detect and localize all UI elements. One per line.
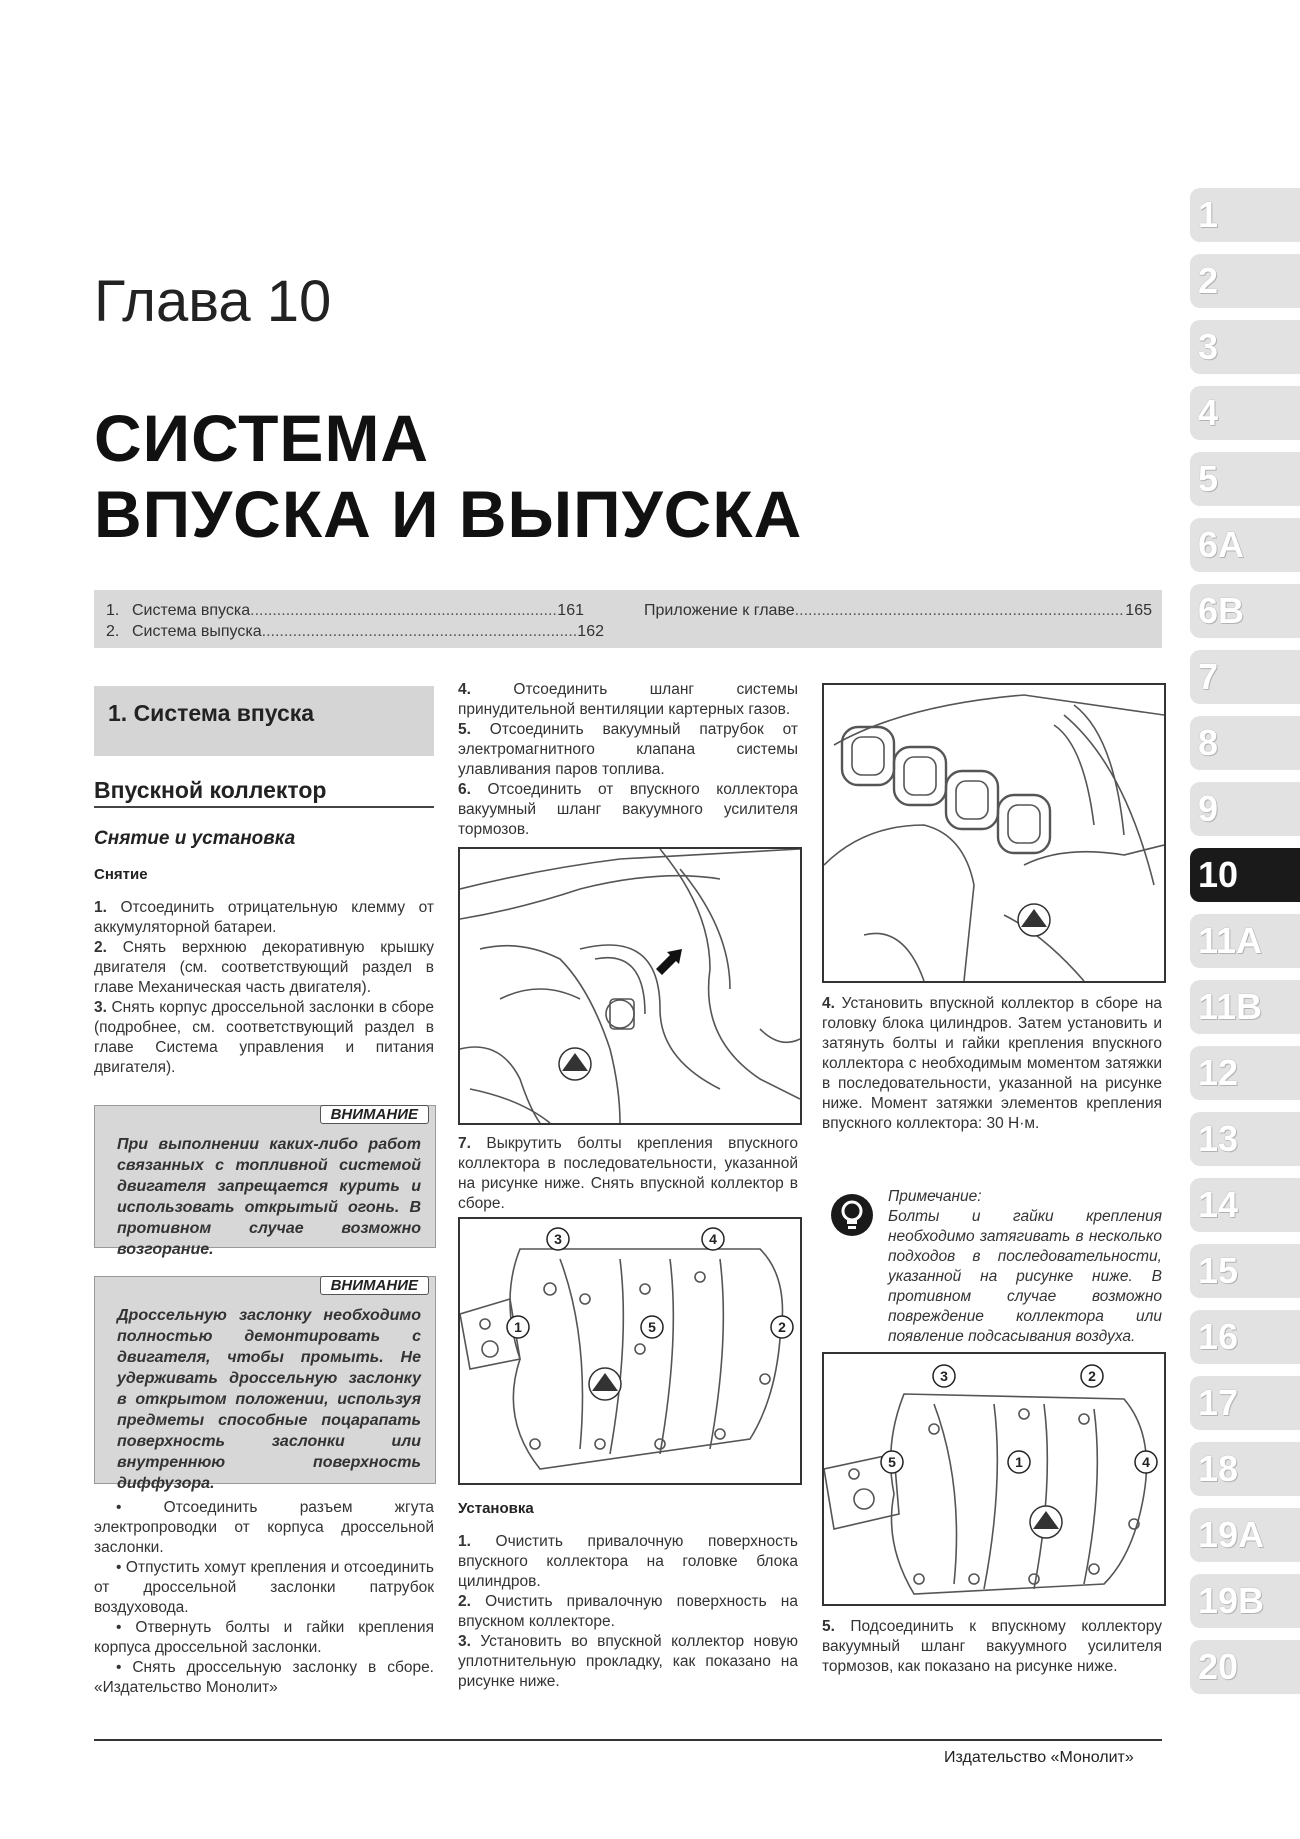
- tab-2[interactable]: 2: [1190, 254, 1300, 308]
- toc-page: 165: [1125, 602, 1152, 619]
- warning-box-1: [94, 1105, 436, 1258]
- figure-removal-sequence-drawing: [460, 1219, 800, 1483]
- callout-1: [507, 1316, 529, 1338]
- section-header-box: [94, 686, 434, 756]
- callout-5: [881, 1451, 903, 1473]
- bullet-item: • Отвернуть болты и гайки крепления корпуса дроссельной заслонки.: [94, 1619, 434, 1656]
- removal-steps: [94, 898, 434, 1078]
- logo-mark-icon: [1030, 1506, 1062, 1538]
- chapter-title: [94, 400, 802, 552]
- step-item: 2. Снять верхнюю декоративную крышку двигателя (см. соответствующий раздел в главе Механическая часть двигателя).: [94, 939, 434, 996]
- step-item: 3. Снять корпус дроссельной заслонки в сборе (подробнее, см. соответствующий раздел в главе Система управления и питания двигателя).: [94, 999, 435, 1076]
- bullet-item: • Снять дроссельную заслонку в сборе. «Издательство Монолит»: [94, 1659, 434, 1696]
- svg-text:5: 5: [888, 1454, 896, 1470]
- pointer-arrow: [656, 949, 682, 975]
- figure-tightening-sequence-drawing: [824, 1354, 1164, 1604]
- warning-text: При выполнении каких-либо работ связанных с топливной системой двигателя запрещается курить и использовать открытый огонь. В противном случае возможно возгорание.: [117, 1136, 421, 1258]
- title-line-2: ВПУСКА И ВЫПУСКА: [94, 477, 803, 551]
- step-item: 5. Отсоединить вакуумный патрубок от электромагнитного клапана системы улавливания паров топлива.: [458, 721, 798, 778]
- tab-14[interactable]: 14: [1190, 1178, 1300, 1232]
- toc-text: Система впуска: [132, 602, 251, 619]
- tab-6a[interactable]: 6A: [1190, 518, 1300, 572]
- callout-3: [547, 1228, 569, 1250]
- toc-item[interactable]: [106, 623, 604, 641]
- removal-heading: Снятие: [94, 866, 148, 883]
- tab-13[interactable]: 13: [1190, 1112, 1300, 1166]
- tab-6b[interactable]: 6B: [1190, 584, 1300, 638]
- step-4-install: 4. Установить впускной коллектор в сборе на головку блока цилиндров. Затем установить и затянуть болты и гайки крепления впускного коллектора с необходимым моментом затяжки в последовательности, указанной на рисунке ниже. Момент затяжки элементов крепления впускного коллектора: 30 Н·м.: [822, 995, 1162, 1132]
- callout-5: [641, 1316, 663, 1338]
- figure-gasket: [822, 683, 1166, 983]
- warning-box-2: [94, 1276, 436, 1492]
- install-steps: [458, 1532, 798, 1692]
- tab-7[interactable]: 7: [1190, 650, 1300, 704]
- title-line-1: СИСТЕМА: [94, 401, 430, 475]
- figure-removal-sequence: [458, 1217, 802, 1485]
- toc-num: 1.: [106, 602, 120, 619]
- section-title: 1. Система впуска: [108, 700, 315, 726]
- logo-mark-icon: [1018, 904, 1050, 936]
- steps-4-6: [458, 680, 798, 840]
- step-item: 2. Очистить привалочную поверхность на впускном коллекторе.: [458, 1593, 798, 1630]
- note-text: Болты и гайки крепления необходимо затягивать в несколько подходов в последовательности, указанной на рисунке ниже. В противном случае возможно повреждение коллектора или появление подсасывания воздуха.: [888, 1208, 1162, 1345]
- toc-page: 162: [577, 623, 604, 640]
- warning-tag: ВНИМАНИЕ: [320, 1276, 429, 1295]
- svg-text:1: 1: [514, 1319, 522, 1335]
- step-item: 6. Отсоединить от впускного коллектора вакуумный шланг вакуумного усилителя тормозов.: [458, 781, 798, 838]
- callout-2: [1081, 1365, 1103, 1387]
- tab-11b[interactable]: 11B: [1190, 980, 1300, 1034]
- chapter-tabs: [1190, 188, 1300, 1706]
- tab-12[interactable]: 12: [1190, 1046, 1300, 1100]
- figure-gasket-drawing: [824, 685, 1164, 981]
- tab-19b[interactable]: 19B: [1190, 1574, 1300, 1628]
- svg-text:3: 3: [940, 1368, 948, 1384]
- tab-3[interactable]: 3: [1190, 320, 1300, 374]
- warning-text: Дроссельную заслонку необходимо полностью демонтировать с двигателя, чтобы промыть. Не удерживать дроссельную заслонку в открытом положении, используя предметы способные поцарапать поверхность заслонки или внутреннюю поверхность диффузора.: [117, 1307, 421, 1492]
- toc-page: 161: [557, 602, 584, 619]
- svg-text:3: 3: [554, 1231, 562, 1247]
- tab-5[interactable]: 5: [1190, 452, 1300, 506]
- subsection-heading: Впускной коллектор: [94, 777, 327, 803]
- tab-19a[interactable]: 19A: [1190, 1508, 1300, 1562]
- step-7: 7. Выкрутить болты крепления впускного коллектора в последовательности, указанной на рисунке ниже. Снять впускной коллектор в сборе.: [458, 1135, 798, 1212]
- chapter-contents: [94, 590, 1162, 648]
- tab-11a[interactable]: 11A: [1190, 914, 1300, 968]
- toc-num: 2.: [106, 623, 120, 640]
- tab-16[interactable]: 16: [1190, 1310, 1300, 1364]
- removal-bullets: [94, 1498, 434, 1698]
- tab-10-active[interactable]: 10: [1190, 848, 1300, 902]
- toc-text: Система выпуска: [132, 623, 262, 640]
- tab-4[interactable]: 4: [1190, 386, 1300, 440]
- callout-4: [702, 1228, 724, 1250]
- svg-text:2: 2: [778, 1319, 786, 1335]
- step-item: 1. Отсоединить отрицательную клемму от аккумуляторной батареи.: [94, 899, 434, 936]
- bullet-item: • Отпустить хомут крепления и отсоединить от дроссельной заслонки патрубок воздуховода.: [94, 1559, 434, 1616]
- step-item: 1. Очистить привалочную поверхность впускного коллектора на головке блока цилиндров.: [458, 1533, 798, 1590]
- figure-tightening-sequence: [822, 1352, 1166, 1606]
- tab-18[interactable]: 18: [1190, 1442, 1300, 1496]
- lightbulb-icon: [830, 1193, 874, 1237]
- step-5-install: 5. Подсоединить к впускному коллектору вакуумный шланг вакуумного усилителя тормозов, как показано на рисунке ниже.: [822, 1618, 1162, 1675]
- callout-1: [1008, 1451, 1030, 1473]
- publisher-footer: Издательство «Монолит»: [944, 1749, 1134, 1766]
- svg-text:5: 5: [648, 1319, 656, 1335]
- bullet-item: • Отсоединить разъем жгута электропроводки от корпуса дроссельной заслонки.: [94, 1499, 434, 1556]
- toc-text: Приложение к главе: [644, 602, 795, 619]
- step-item: 4. Отсоединить шланг системы принудительной вентиляции картерных газов.: [458, 681, 798, 718]
- logo-mark-icon: [589, 1368, 621, 1400]
- logo-mark-icon: [559, 1048, 591, 1080]
- callout-4: [1135, 1451, 1157, 1473]
- callout-2: [771, 1316, 793, 1338]
- toc-item[interactable]: [106, 602, 584, 620]
- svg-text:1: 1: [1015, 1454, 1023, 1470]
- svg-text:4: 4: [709, 1231, 717, 1247]
- step-item: 3. Установить во впускной коллектор новую уплотнительную прокладку, как показано на рисунке ниже.: [458, 1633, 798, 1690]
- install-heading: Установка: [458, 1500, 534, 1517]
- tab-1[interactable]: 1: [1190, 188, 1300, 242]
- tab-8[interactable]: 8: [1190, 716, 1300, 770]
- tab-15[interactable]: 15: [1190, 1244, 1300, 1298]
- svg-text:4: 4: [1142, 1454, 1150, 1470]
- subsection-rule: [94, 806, 434, 808]
- chapter-label: Глава 10: [94, 269, 332, 334]
- figure-vacuum-hose-drawing: [460, 849, 800, 1123]
- footer-rule: [94, 1739, 1162, 1741]
- tab-20[interactable]: 20: [1190, 1640, 1300, 1694]
- toc-item[interactable]: [644, 602, 1152, 620]
- note-block: [822, 1187, 1162, 1347]
- warning-tag: ВНИМАНИЕ: [320, 1105, 429, 1124]
- italic-heading: Снятие и установка: [94, 828, 296, 849]
- callout-3: [933, 1365, 955, 1387]
- tab-17[interactable]: 17: [1190, 1376, 1300, 1430]
- svg-text:2: 2: [1088, 1368, 1096, 1384]
- tab-9[interactable]: 9: [1190, 782, 1300, 836]
- note-label: Примечание:: [888, 1188, 982, 1205]
- figure-vacuum-hose: [458, 847, 802, 1125]
